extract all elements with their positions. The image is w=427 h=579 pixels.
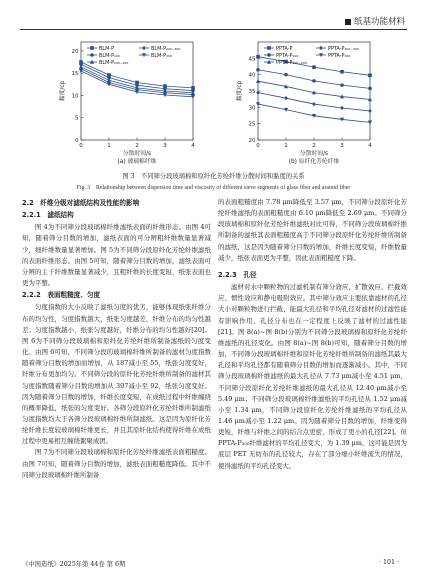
legend-entry: PPTA-P₁₀₀₋₂₀₀ bbox=[276, 59, 307, 66]
footer-page-number: · 101 · bbox=[378, 559, 399, 566]
y-tick-label: 10 bbox=[71, 93, 79, 100]
data-point bbox=[284, 96, 288, 100]
header-rule bbox=[20, 29, 407, 30]
x-axis-label: 分散时间/s bbox=[299, 151, 329, 157]
data-point bbox=[368, 109, 372, 113]
data-point bbox=[340, 70, 344, 74]
section-heading: 2.2.2 表面粗糙度、匀度 bbox=[22, 291, 101, 300]
data-point bbox=[90, 53, 94, 57]
chart-b bbox=[232, 36, 392, 170]
running-header bbox=[345, 15, 405, 27]
y-tick-label: 40 bbox=[248, 72, 256, 79]
paragraph: 的表面粗糙度由 7.78 μm降低至 3.57 μm，不同筛分段原纤化芳纶纤维滤纸的表面粗糙度由 6.10 μm降低至 2.69 μm。不同筛分段玻璃棉和原纤化芳纶纤维滤纸对比可得，不同筛分段玻璃棉纤维所制备的滤纸其表面粗糙度高于不同筛分段原纤化芳纶纤维所制备的滤纸，这是因为随着筛分目数的增加，纤维长度变短，纤维数量减少，纸张表面更为平整，因此表面粗糙度下降。 bbox=[218, 198, 407, 262]
data-point bbox=[90, 46, 94, 50]
data-point bbox=[312, 79, 316, 83]
data-point bbox=[312, 65, 316, 69]
paragraph: 匀度指数的大小反映了滤纸匀度的优劣，能够体现纸张纤维分布的均匀性，匀度指数越大，纸张匀度越差，纤维分布的均匀性越差；匀度指数越小，纸张匀度越好，纤维分布的均匀性越好[20]。图 6为不同筛分段玻璃棉和原纤化芳纶纤维所制备滤纸的匀度变化。由图 6可知，不同筛分段的玻璃棉纤维所制备的滤材匀度指数随着筛分目数的增加而增加，从 187减小至 55，纸张匀度变好，纤维分布更加均匀。不同筛分段的原纤化芳纶纤维所制备的滤材其匀度指数随着筛分目数的增加从 397减小至 92，纸张匀度变好。因为随着筛分目数的增加，纤维长度变短，在成纸过程中纤维缠绕的概率降低，纸张的匀度变好。各筛分段原纤化芳纶纤维所制滤纸匀度指数均大于各筛分段玻璃棉纤维所制滤纸。这是因为原纤化芳纶纤维长度较玻璃棉纤维更长，并且其原纤化结构使得纤维在成纸过程中更易相互缠绕絮聚成团。 bbox=[22, 303, 211, 446]
legend-entry: PPTA-P₃₀₀ bbox=[328, 52, 351, 59]
data-point bbox=[340, 83, 344, 87]
x-tick-label: 1 bbox=[284, 143, 288, 149]
legend bbox=[264, 46, 359, 66]
legend-entry: BLM-P₁₀₀ bbox=[99, 52, 120, 59]
legend-entry: BLM-P₂₀₀₋₃₀₀ bbox=[151, 45, 181, 52]
y-tick-label: 0 bbox=[75, 138, 79, 144]
data-point bbox=[340, 106, 344, 110]
figure-3b bbox=[232, 36, 392, 170]
paragraph: 图 7为不同筛分段玻璃棉和原纤化芳纶纤维滤纸表面粗糙度。由图 7可知，随着筛分目数的增加，滤纸表面粗糙度降低。其中不同筛分段玻璃棉纤维所制备 bbox=[22, 448, 211, 479]
data-point bbox=[312, 102, 316, 106]
data-point bbox=[256, 68, 260, 72]
y-tick-label: 45 bbox=[248, 56, 256, 63]
y-tick-label: 30 bbox=[248, 105, 256, 112]
legend-entry: PPTA-P₁₀₀ bbox=[276, 52, 299, 59]
x-tick-label: 0 bbox=[79, 143, 83, 149]
data-point bbox=[368, 87, 372, 91]
y-tick-label: 20 bbox=[248, 138, 256, 144]
y-axis-label: 黏度/cp bbox=[237, 80, 243, 102]
y-tick-label: 5 bbox=[75, 115, 79, 122]
legend bbox=[87, 46, 180, 66]
data-point bbox=[267, 46, 271, 50]
y-tick-label: 15 bbox=[71, 71, 79, 78]
data-point bbox=[79, 69, 83, 73]
data-point bbox=[319, 46, 323, 50]
data-point bbox=[267, 53, 271, 57]
legend-entry: BLM-P bbox=[99, 45, 115, 52]
x-tick-label: 3 bbox=[163, 143, 167, 149]
data-point bbox=[368, 74, 372, 78]
x-tick-label: 1 bbox=[107, 143, 111, 149]
section-heading: 2.2.3 孔径 bbox=[218, 270, 257, 279]
x-tick-label: 2 bbox=[312, 143, 316, 149]
journal-section-tag: 纸基功能材料 bbox=[353, 17, 405, 27]
series-line bbox=[256, 68, 372, 90]
paragraph: 图 4为不同筛分段玻璃棉纤维滤纸表面的纤维形态。由图 4可知，随着筛分目数的增加，滤纸表面的可分辨粗纤维数量显著减少，细纤维数量显著增加。图 5为不同筛分段原纤化芳纶纤维滤纸的表面纤维形态。由图 5可知，随着筛分目数的增加，滤纸表面可分辨的主干纤维数量显著减少，且粗纤维的长度变短，纸张表面也更为平整。 bbox=[22, 223, 211, 288]
figure-caption-en: Fig. 3 Relationship between dispersion time and viscosity of different sieve segments of glass fiber and aramid fiber bbox=[76, 185, 351, 191]
section-heading: 2.2.1 滤纸结构 bbox=[22, 211, 74, 220]
series-line bbox=[256, 52, 372, 77]
data-point bbox=[256, 55, 260, 59]
legend-entry: BLM-P₃₀₀ bbox=[151, 52, 172, 59]
subfigure-label: (a) 玻璃棉纤维 bbox=[117, 159, 157, 165]
figure-3a bbox=[55, 36, 215, 170]
x-tick-label: 4 bbox=[191, 143, 195, 149]
legend-entry: PPTA-P bbox=[276, 45, 293, 52]
x-tick-label: 4 bbox=[368, 143, 372, 149]
data-point bbox=[284, 73, 288, 77]
y-tick-label: 25 bbox=[248, 121, 256, 128]
x-tick-label: 0 bbox=[256, 143, 260, 149]
data-point bbox=[256, 79, 260, 83]
legend-entry: BLM-P₁₀₀₋₂₀₀ bbox=[99, 59, 129, 66]
paragraph: 滤材对水中颗粒物的过滤机制有筛分效应、扩散效应、拦截效应、惯性效应和静电吸附效应。其中筛分效应主要依靠滤材的孔径大小对颗粒物进行拦截，能最大孔径和平均孔径对滤材的过滤性能有影响作用，孔径分布也在一定程度上反映了滤材的过滤性能[21]。图 8(a)~图 8(b)分别为不同筛分段玻璃棉和原纤化芳纶纤维滤纸的孔径变化。由图 8(a)~图 8(b)可知，随着筛分目数的增加，不同筛分段玻璃棉纤维和原纤化芳纶纤维所制备的滤纸其最大孔径和平均孔径都有随着筛分目数的增加而逐渐减小。其中，不同筛分段玻璃棉纤维滤纸的最大孔径从 7.73 μm减小至 4.51 μm，不同筛分段原纤化芳纶纤维滤纸的最大孔径从 12.40 μm减小至 5.49 μm；不同筛分段玻璃棉纤维滤纸的平均孔径从 1.52 μm减小至 1.34 μm，不同筛分段原纤化芳纶纤维滤纸的平均孔径从 1.46 μm减小至 1.22 μm。因为随着筛分目数的增加，纤维变得更短，纤维与纤维之间的结合点更密，形成了更小的孔径[22]。但 PPTA-P₃₀₀纤维滤材的平均孔径变大，为 1.39 μm，这可能是因为底层 PET 无纺布的孔径较大，存在了部分细小纤维流失的情况，使得滤纸的平均孔径变大。 bbox=[218, 283, 407, 470]
square-icon bbox=[345, 19, 351, 25]
x-tick-label: 2 bbox=[135, 143, 139, 149]
data-point bbox=[142, 46, 146, 50]
y-tick-label: 35 bbox=[248, 89, 256, 95]
chart-a bbox=[55, 36, 215, 170]
y-tick-label: 20 bbox=[71, 48, 79, 55]
left-column bbox=[22, 197, 211, 481]
x-tick-label: 3 bbox=[340, 143, 344, 149]
legend-entry: PPTA-P₂₀₀₋₃₀₀ bbox=[328, 45, 359, 52]
subfigure-label: (b) 原纤化芳纶纤维 bbox=[288, 159, 340, 165]
figure-caption-cn: 图 3 不同筛分段玻璃棉和原纤化芳纶纤维分散时间和黏度的关系 bbox=[122, 173, 305, 180]
y-axis-label: 黏度/cp bbox=[60, 80, 66, 102]
section-heading: 2.2 纤维分级对滤纸结构及性能的影响 bbox=[22, 199, 140, 207]
x-axis-label: 分散时间/s bbox=[122, 151, 152, 157]
right-column bbox=[218, 197, 407, 472]
footer-journal-issue: 《中国造纸》2025年第 44卷 第 6期 bbox=[22, 561, 126, 568]
